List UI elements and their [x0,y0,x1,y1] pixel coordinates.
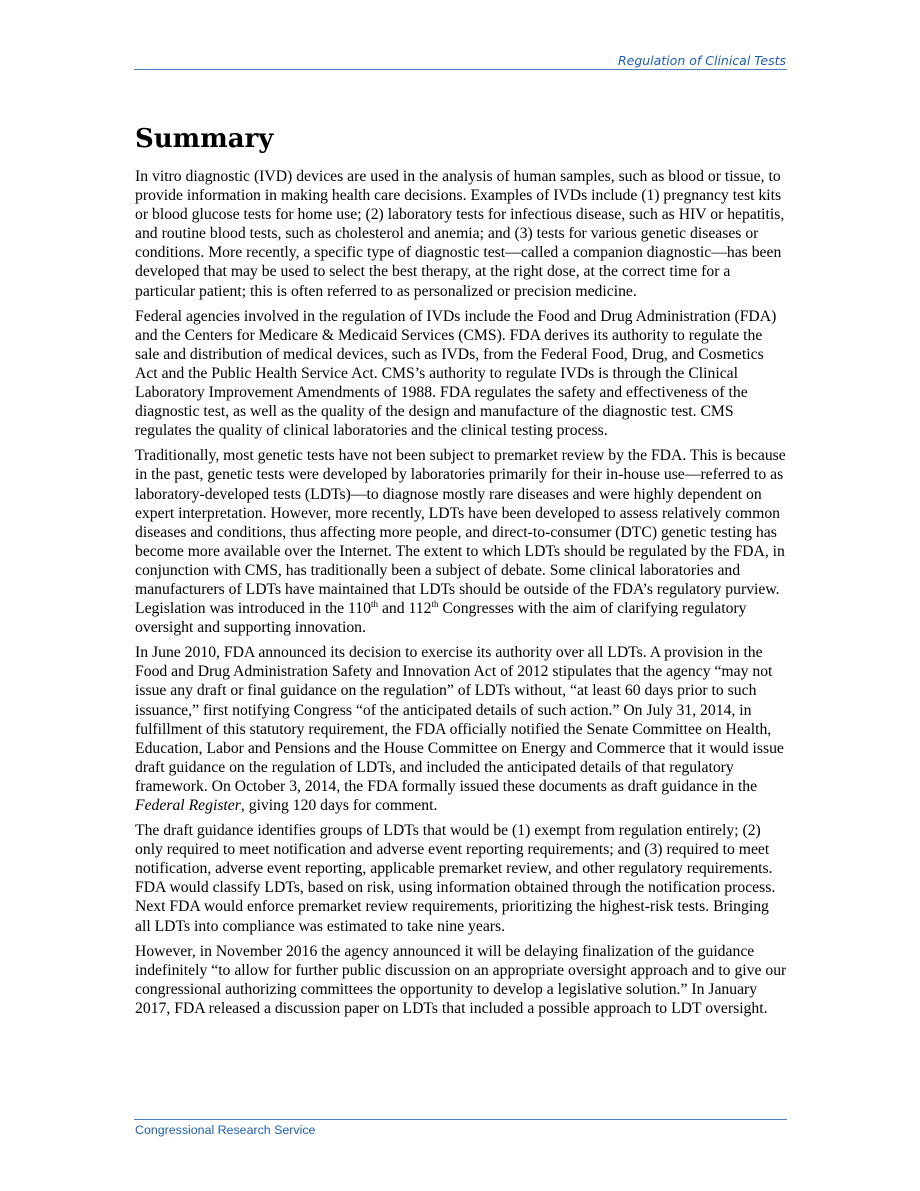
paragraph-text: Traditionally, most genetic tests have not been subject to premarket review by the FDA. This is because in the past, genetic tests were developed by laboratories primarily for their in-house use—referred to as laboratory-developed tests (LDTs)—to diagnose mostly rare diseases and were highly dependent on expert interpretation. However, more recently, LDTs have been developed to assess relatively common diseases and conditions, thus affecting more people, and direct-to-consumer (DTC) genetic testing has become more available over the Internet. The extent to which LDTs should be regulated by the FDA, in conjunction with CMS, has traditionally been a subject of debate. Some clinical laboratories and manufacturers of LDTs have maintained that LDTs should be outside of the FDA’s regulatory purview. Legislation was introduced in the 110 [135,447,786,618]
summary-body [135,167,788,1024]
paragraph-delay-announcement: However, in November 2016 the agency announced it will be delaying finalization of the guidance indefinitely “to allow for further public discussion on an appropriate oversight approach and to give our congressional authorizing committees the opportunity to develop a legislative solution.” In January 2017, FDA released a discussion paper on LDTs that included a possible approach to LDT oversight. [135,942,787,1017]
superscript-ordinal: th [431,599,439,610]
superscript-ordinal: th [371,599,379,610]
paragraph-genetic-tests [135,446,788,637]
footer-divider [134,1119,787,1120]
paragraph-text: , giving 120 days for comment. [240,797,438,814]
running-header: Regulation of Clinical Tests [617,53,786,68]
section-title: Summary [135,124,274,154]
paragraph-federal-agencies: Federal agencies involved in the regulation of IVDs include the Food and Drug Administration (FDA) and the Centers for Medicare & Medicaid Services (CMS). FDA derives its authority to regulate the sale and distribution of medical devices, such as IVDs, from the Federal Food, Drug, and Cosmetics Act and the Public Health Service Act. CMS’s authority to regulate IVDs is through the Clinical Laboratory Improvement Amendments of 1988. FDA regulates the safety and effectiveness of the diagnostic test, as well as the quality of the design and manufacture of the diagnostic test. CMS regulates the quality of clinical laboratories and the clinical testing process. [135,307,777,440]
paragraph-fda-decision [135,643,788,815]
paragraph-ivd-overview: In vitro diagnostic (IVD) devices are used in the analysis of human samples, such as blood or tissue, to provide information in making health care decisions. Examples of IVDs include (1) pregnancy test kits or blood glucose tests for home use; (2) laboratory tests for infectious disease, such as HIV or hepatitis, and routine blood tests, such as cholesterol and anemia; and (3) tests for various genetic diseases or conditions. More recently, a specific type of diagnostic test—called a companion diagnostic—has been developed that may be used to select the best therapy, at the right dose, at the correct time for a particular patient; this is often referred to as personalized or precision medicine. [135,168,785,300]
header-divider [134,69,787,70]
paragraph-text: In June 2010, FDA announced its decision to exercise its authority over all LDTs. A provision in the Food and Drug Administration Safety and Innovation Act of 2012 stipulates that the agency “may not issue any draft or final guidance on the regulation” of LDTs without, “at least 60 days prior to such issuance,” first notifying Congress “of the anticipated details of such action.” On July 31, 2014, in fulfillment of this statutory requirement, the FDA officially notified the Senate Committee on Health, Education, Labor and Pensions and the House Committee on Energy and Commerce that it would issue draft guidance on the regulation of LDTs, and included the anticipated details of that regulatory framework. On October 3, 2014, the FDA formally issued these documents as draft guidance in the [135,644,784,795]
paragraph-text: Congresses with the aim of clarifying regulatory oversight and supporting innovation. [135,600,747,637]
federal-register-citation: Federal Register [135,797,241,814]
footer-publisher: Congressional Research Service [135,1123,316,1137]
paragraph-text: and 112 [378,600,432,618]
paragraph-draft-guidance: The draft guidance identifies groups of LDTs that would be (1) exempt from regulation entirely; (2) only required to meet notification and adverse event reporting requirements; and (3) required to meet notification, adverse event reporting, applicable premarket review, and other regulatory requirements. FDA would classify LDTs, based on risk, using information obtained through the notification process. Next FDA would enforce premarket review requirements, prioritizing the highest-risk tests. Bringing all LDTs into compliance was estimated to take nine years. [135,822,776,935]
